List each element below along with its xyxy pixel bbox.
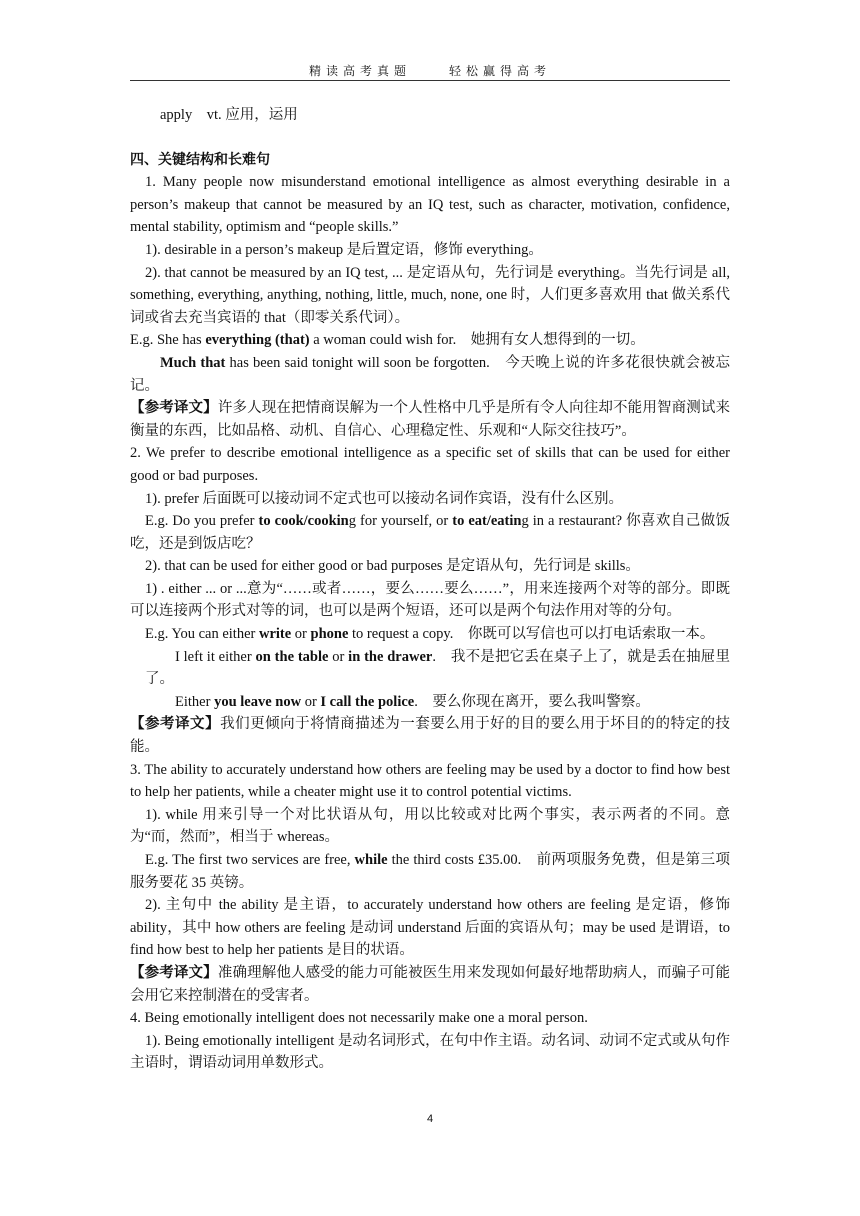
s2-note-3: 1) . either ... or ...意为“……或者……，要么……要么……”，用来连接两个对等的部分。即既可以连接两个形式对等的词，也可以是两个短语，还可以是两个句法作用对等的分句。 [130, 580, 730, 620]
sentence-1: 1. Many people now misunderstand emotional intelligence as almost everything desirable in a person’s makeup that cannot be measured by an IQ test, such as character, motivation, confidence, mental stability, optimism and “people skills.” [130, 174, 730, 236]
s2-example-2: E.g. You can either write or phone to request a copy. 你既可以写信也可以打电话索取一本。 [145, 626, 715, 643]
s2-example-3: I left it either on the table or in the drawer. 我不是把它丢在桌子上了，就是丢在抽屉里了。 [145, 648, 730, 688]
sentence-2: 2. We prefer to describe emotional intelligence as a specific set of skills that can be used for either good or bad purposes. [130, 445, 730, 484]
s1-note-2: 2). that cannot be measured by an IQ test, ... 是定语从句，先行词是 everything。当先行词是 all, something, everything, anything, nothing, little, much, none, one 时，人们更多喜欢用 that 做关系代词或省去充当宾语的 that（即零关系代词）。 [130, 264, 730, 326]
s1-translation: 【参考译文】许多人现在把情商误解为一个人性格中几乎是所有令人向往却不能用智商测试来衡量的东西，比如品格、动机、自信心、心理稳定性、乐观和“人际交往技巧”。 [130, 400, 730, 439]
s2-translation: 【参考译文】我们更倾向于将情商描述为一套要么用于好的目的要么用于坏目的的特定的技能。 [130, 716, 730, 756]
header-left: 精读高考真题 [308, 64, 411, 78]
s2-note-1: 1). prefer 后面既可以接动词不定式也可以接动名词作宾语，没有什么区别。 [145, 490, 624, 507]
sentence-4: 4. Being emotionally intelligent does not necessarily make one a moral person. [130, 1010, 588, 1027]
s1-example-1: E.g. She has everything (that) a woman could wish for. 她拥有女人想得到的一切。 [130, 332, 645, 349]
page-content [130, 104, 730, 1075]
header-rule [130, 80, 730, 81]
header-right: 轻松赢得高考 [449, 64, 552, 78]
ref-label: 【参考译文】 [130, 400, 218, 417]
s1-example-2: Much that has been said tonight will soon be forgotten. 今天晚上说的许多花很快就会被忘记。 [130, 354, 730, 394]
vocab-line: apply vt. 应用，运用 [160, 107, 298, 123]
s3-example-1: E.g. The first two services are free, while the third costs £35.00. 前两项服务免费，但是第三项服务要花 35 英镑。 [130, 852, 730, 891]
sentence-3: 3. The ability to accurately understand how others are feeling may be used by a doctor to find how best to help her patients, while a cheater might use it to control potential victims. [130, 761, 730, 801]
page-number: 4 [426, 1113, 434, 1125]
s1-note-1: 1). desirable in a person’s makeup 是后置定语，修饰 everything。 [145, 241, 543, 258]
ref-label: 【参考译文】 [130, 964, 218, 981]
s4-note-1: 1). Being emotionally intelligent 是动名词形式，在句中作主语。动名词、动词不定式或从句作主语时，谓语动词用单数形式。 [130, 1032, 730, 1072]
s3-translation: 【参考译文】准确理解他人感受的能力可能被医生用来发现如何最好地帮助病人，而骗子可能会用它来控制潜在的受害者。 [130, 964, 730, 1004]
page-header [130, 62, 730, 79]
s3-note-1: 1). while 用来引导一个对比状语从句，用以比较或对比两个事实，表示两者的不同。意为“而，然而”，相当于 whereas。 [130, 806, 730, 846]
ref-label: 【参考译文】 [130, 716, 221, 733]
s2-example-4: Either you leave now or I call the police. 要么你现在离开，要么我叫警察。 [175, 693, 650, 710]
s2-example-1: E.g. Do you prefer to cook/cooking for yourself, or to eat/eating in a restaurant? 你喜欢自己做饭吃，还是到饭店吃？ [130, 513, 731, 552]
section-title: 四、关键结构和长难句 [130, 151, 270, 168]
s2-note-2: 2). that can be used for either good or bad purposes 是定语从句，先行词是 skills。 [145, 558, 640, 575]
s3-note-2: 2). 主句中 the ability 是主语，to accurately understand how others are feeling 是定语，修饰 ability，其中 how others are feeling 是动词 understand 后面的宾语从句；may be used 是谓语，to find how best to help her patients 是目的状语。 [130, 897, 730, 959]
